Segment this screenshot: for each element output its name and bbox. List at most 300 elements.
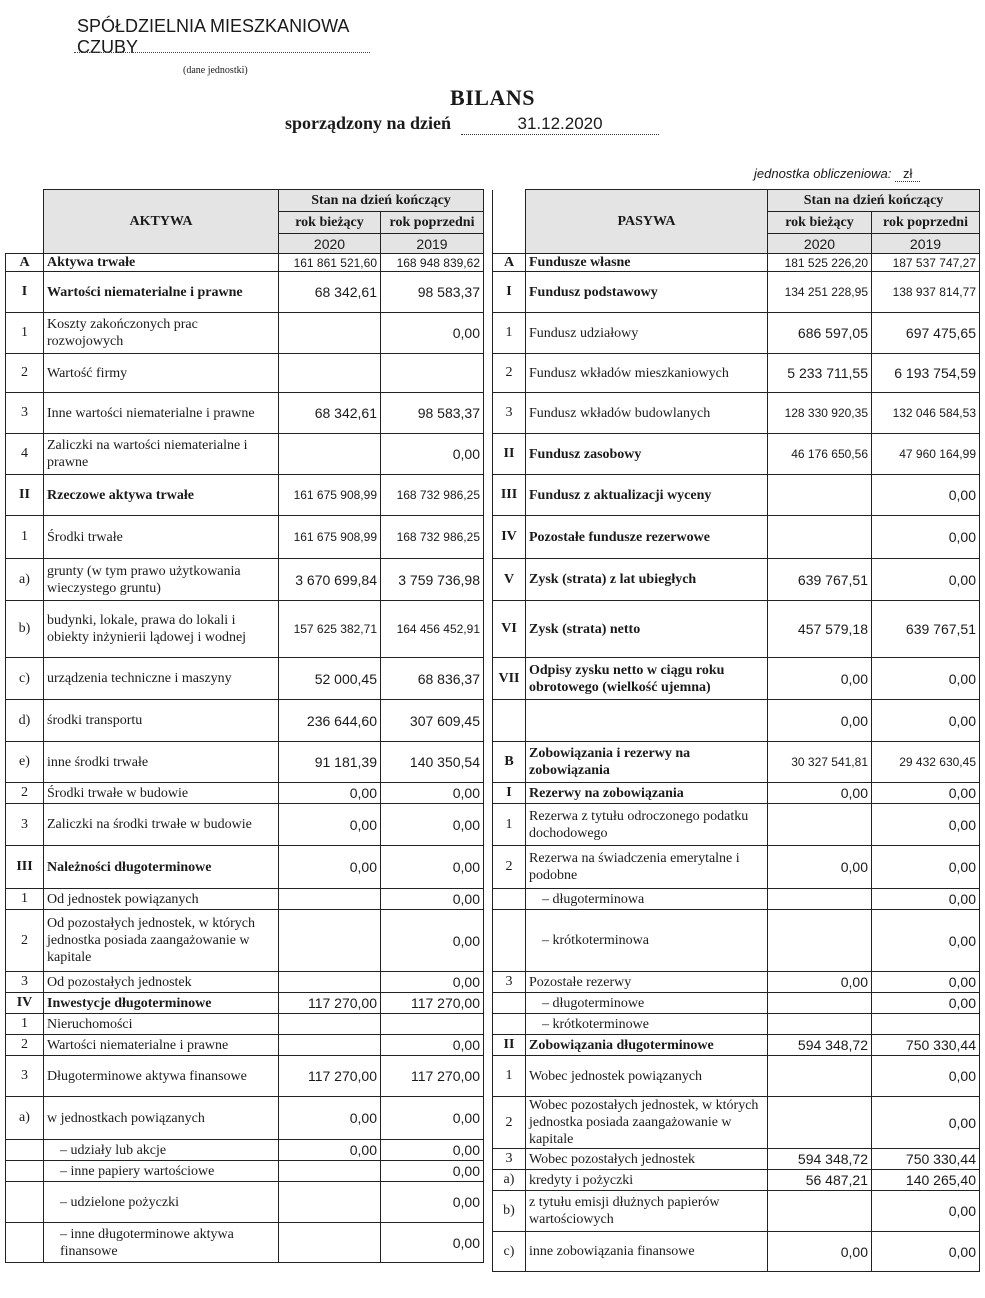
unit-line [754,166,920,181]
pasywa-row-previous-value: 47 960 164,99 [872,434,980,475]
aktywa-row-label: Środki trwałe w budowie [44,783,279,804]
aktywa-row-symbol: 2 [6,1035,44,1056]
pasywa-row-current-value: 686 597,05 [768,313,872,354]
aktywa-row [6,559,484,601]
pasywa-row-label: Fundusz wkładów budowlanych [526,393,768,434]
pasywa-row-previous-value: 0,00 [872,1232,980,1272]
pasywa-row-previous-value: 0,00 [872,700,980,742]
aktywa-row [6,393,484,434]
aktywa-row [6,783,484,804]
aktywa-row-previous-value: 168 732 986,25 [381,516,484,559]
pasywa-row [493,475,980,516]
pasywa-row-previous-value: 0,00 [872,1191,980,1232]
aktywa-row-previous-value: 168 948 839,62 [381,254,484,272]
date-line [285,113,659,135]
aktywa-row-symbol: 4 [6,434,44,475]
pasywa-row-previous-value: 0,00 [872,1056,980,1097]
pasywa-row-previous-value: 187 537 747,27 [872,254,980,272]
pasywa-row-previous-value: 132 046 584,53 [872,393,980,434]
aktywa-row-previous-value: 3 759 736,98 [381,559,484,601]
aktywa-row-label: Nieruchomości [44,1014,279,1035]
aktywa-row-previous-value: 98 583,37 [381,272,484,313]
aktywa-row-symbol: b) [6,601,44,658]
aktywa-row-previous-value: 0,00 [381,1035,484,1056]
aktywa-row [6,1182,484,1223]
pasywa-row-label: – krótkoterminowe [526,1014,768,1035]
unit-label: jednostka obliczeniowa: [754,166,892,181]
aktywa-row-current-value: 117 270,00 [279,1056,381,1097]
pasywa-row-current-value [768,993,872,1014]
pasywa-section-title: PASYWA [526,190,768,254]
pasywa-row-label: Zobowiązania długoterminowe [526,1035,768,1056]
pasywa-row-symbol: 3 [493,1149,526,1170]
pasywa-row [493,516,980,559]
aktywa-row-label: Aktywa trwałe [44,254,279,272]
aktywa-row-label: inne środki trwałe [44,742,279,783]
aktywa-row [6,354,484,393]
pasywa-row-current-value: 30 327 541,81 [768,742,872,783]
aktywa-row-label: Zaliczki na środki trwałe w budowie [44,804,279,846]
aktywa-row-current-value: 0,00 [279,783,381,804]
pasywa-row-previous-value [872,1014,980,1035]
aktywa-row [6,434,484,475]
aktywa-row-current-value [279,1223,381,1263]
pasywa-row-label [526,700,768,742]
aktywa-row-current-value: 3 670 699,84 [279,559,381,601]
pasywa-year-current: 2020 [768,234,872,254]
aktywa-row-symbol: a) [6,559,44,601]
aktywa-row [6,1140,484,1161]
pasywa-row-previous-value: 750 330,44 [872,1035,980,1056]
aktywa-row-label: Wartość firmy [44,354,279,393]
pasywa-row [493,1014,980,1035]
pasywa-row-symbol [493,700,526,742]
pasywa-row-label: Fundusz wkładów mieszkaniowych [526,354,768,393]
aktywa-row [6,601,484,658]
aktywa-row-label: Długoterminowe aktywa finansowe [44,1056,279,1097]
document-title: BILANS [450,85,535,110]
aktywa-row-current-value [279,354,381,393]
aktywa-row [6,254,484,272]
pasywa-row-label: – krótkoterminowa [526,910,768,972]
aktywa-row-current-value: 161 861 521,60 [279,254,381,272]
pasywa-row [493,742,980,783]
pasywa-row-label: Wobec jednostek powiązanych [526,1056,768,1097]
pasywa-row-previous-value: 639 767,51 [872,601,980,658]
pasywa-row [493,254,980,272]
pasywa-row [493,889,980,910]
pasywa-row [493,658,980,700]
organization-name-line2: CZUBY [77,37,139,57]
pasywa-row-label: – długoterminowa [526,889,768,910]
header-blank-cell [6,212,44,234]
aktywa-row-current-value: 236 644,60 [279,700,381,742]
aktywa-row [6,475,484,516]
aktywa-row-symbol: III [6,846,44,889]
pasywa-row-previous-value: 0,00 [872,993,980,1014]
pasywa-row-symbol: 1 [493,804,526,846]
aktywa-row-previous-value [381,1014,484,1035]
aktywa-row-label: Od pozostałych jednostek, w których jednostka posiada zaangażowanie w kapitale [44,910,279,972]
pasywa-row-symbol [493,889,526,910]
header-blank-cell [6,234,44,254]
aktywa-row [6,1014,484,1035]
pasywa-row-previous-value: 0,00 [872,1097,980,1149]
pasywa-row [493,846,980,889]
pasywa-row-current-value [768,910,872,972]
aktywa-row-label: Inne wartości niematerialne i prawne [44,393,279,434]
pasywa-table [492,189,980,1272]
aktywa-row-label: – udzielone pożyczki [44,1182,279,1223]
aktywa-row-previous-value: 117 270,00 [381,993,484,1014]
pasywa-row-previous-value: 750 330,44 [872,1149,980,1170]
aktywa-row-previous-value: 164 456 452,91 [381,601,484,658]
aktywa-row-symbol: II [6,475,44,516]
header-blank-cell [493,190,526,212]
pasywa-row-label: Rezerwa na świadczenia emerytalne i podobne [526,846,768,889]
pasywa-row-symbol: VII [493,658,526,700]
aktywa-col-previous: rok poprzedni [381,212,484,234]
pasywa-row-symbol: IV [493,516,526,559]
pasywa-row-previous-value: 29 432 630,45 [872,742,980,783]
pasywa-row-current-value [768,475,872,516]
aktywa-row-symbol: 2 [6,910,44,972]
aktywa-row [6,1035,484,1056]
pasywa-row-symbol: 2 [493,354,526,393]
aktywa-row-label: w jednostkach powiązanych [44,1097,279,1140]
pasywa-row-label: Pozostałe rezerwy [526,972,768,993]
pasywa-row [493,1170,980,1191]
pasywa-row [493,993,980,1014]
aktywa-row [6,1056,484,1097]
pasywa-row-current-value: 0,00 [768,658,872,700]
pasywa-row-current-value: 0,00 [768,972,872,993]
aktywa-row [6,272,484,313]
aktywa-col-current: rok bieżący [279,212,381,234]
pasywa-row-symbol: A [493,254,526,272]
aktywa-row-symbol: 1 [6,313,44,354]
aktywa-row-previous-value: 0,00 [381,804,484,846]
pasywa-row-symbol [493,1014,526,1035]
aktywa-row-current-value: 0,00 [279,804,381,846]
pasywa-row-label: inne zobowiązania finansowe [526,1232,768,1272]
pasywa-row [493,434,980,475]
pasywa-row-label: Wobec pozostałych jednostek [526,1149,768,1170]
pasywa-row-symbol: V [493,559,526,601]
pasywa-row-symbol: I [493,783,526,804]
pasywa-row-label: Rezerwa z tytułu odroczonego podatku dochodowego [526,804,768,846]
pasywa-row [493,1097,980,1149]
aktywa-row-symbol: d) [6,700,44,742]
aktywa-row [6,700,484,742]
pasywa-row-symbol: 3 [493,393,526,434]
pasywa-row-symbol: 2 [493,1097,526,1149]
aktywa-row-label: – inne długoterminowe aktywa finansowe [44,1223,279,1263]
pasywa-row-label: Fundusz zasobowy [526,434,768,475]
pasywa-row [493,601,980,658]
pasywa-row-current-value: 56 487,21 [768,1170,872,1191]
aktywa-row-label: Należności długoterminowe [44,846,279,889]
aktywa-row-previous-value: 0,00 [381,1140,484,1161]
aktywa-row-symbol: c) [6,658,44,700]
pasywa-row-previous-value: 0,00 [872,559,980,601]
aktywa-row-symbol: 2 [6,354,44,393]
pasywa-row-current-value [768,889,872,910]
pasywa-row-label: Fundusz udziałowy [526,313,768,354]
aktywa-row [6,658,484,700]
pasywa-row-previous-value: 0,00 [872,783,980,804]
aktywa-row-label: Rzeczowe aktywa trwałe [44,475,279,516]
pasywa-row-current-value: 0,00 [768,1232,872,1272]
pasywa-group-header: Stan na dzień kończący [768,190,980,212]
unit-value: zł [895,166,920,182]
pasywa-row-symbol: I [493,272,526,313]
aktywa-row-current-value: 0,00 [279,846,381,889]
aktywa-row-current-value: 68 342,61 [279,393,381,434]
aktywa-row-previous-value: 307 609,45 [381,700,484,742]
aktywa-row [6,804,484,846]
aktywa-row-previous-value: 98 583,37 [381,393,484,434]
aktywa-row-current-value [279,889,381,910]
aktywa-row [6,1161,484,1182]
pasywa-row-label: z tytułu emisji dłużnych papierów wartościowych [526,1191,768,1232]
pasywa-row-current-value: 134 251 228,95 [768,272,872,313]
pasywa-row [493,700,980,742]
aktywa-row-label: Wartości niematerialne i prawne [44,272,279,313]
aktywa-row-symbol: IV [6,993,44,1014]
pasywa-col-previous: rok poprzedni [872,212,980,234]
aktywa-row-symbol: 3 [6,1056,44,1097]
pasywa-row-symbol: a) [493,1170,526,1191]
aktywa-row-current-value: 52 000,45 [279,658,381,700]
aktywa-row-previous-value: 0,00 [381,1161,484,1182]
pasywa-row-current-value: 639 767,51 [768,559,872,601]
pasywa-row-previous-value: 0,00 [872,658,980,700]
pasywa-row [493,783,980,804]
aktywa-row-label: Zaliczki na wartości niematerialne i prawne [44,434,279,475]
aktywa-section-title: AKTYWA [44,190,279,254]
aktywa-row-previous-value: 0,00 [381,1223,484,1263]
pasywa-row-previous-value: 6 193 754,59 [872,354,980,393]
pasywa-row-label: kredyty i pożyczki [526,1170,768,1191]
aktywa-row-previous-value: 0,00 [381,846,484,889]
pasywa-row-label: Wobec pozostałych jednostek, w których jednostka posiada zaangażowanie w kapitale [526,1097,768,1149]
pasywa-row-current-value: 5 233 711,55 [768,354,872,393]
aktywa-row-symbol: I [6,272,44,313]
pasywa-row-current-value: 594 348,72 [768,1149,872,1170]
pasywa-row-current-value: 594 348,72 [768,1035,872,1056]
aktywa-row-previous-value: 140 350,54 [381,742,484,783]
pasywa-row [493,272,980,313]
pasywa-row-current-value [768,1097,872,1149]
aktywa-row-current-value: 117 270,00 [279,993,381,1014]
pasywa-row-label: Fundusze własne [526,254,768,272]
pasywa-row-label: Rezerwy na zobowiązania [526,783,768,804]
aktywa-row-previous-value: 0,00 [381,889,484,910]
aktywa-table [5,189,484,1263]
aktywa-row-previous-value: 117 270,00 [381,1056,484,1097]
date-label: sporządzony na dzień [285,113,452,133]
pasywa-row-symbol [493,910,526,972]
aktywa-row [6,889,484,910]
aktywa-row-previous-value: 0,00 [381,910,484,972]
aktywa-row-previous-value: 0,00 [381,972,484,993]
pasywa-row [493,1056,980,1097]
pasywa-row-previous-value: 0,00 [872,910,980,972]
date-value: 31.12.2020 [461,114,659,135]
aktywa-row-current-value: 161 675 908,99 [279,516,381,559]
pasywa-row-label: – długoterminowe [526,993,768,1014]
pasywa-row-current-value: 457 579,18 [768,601,872,658]
aktywa-row-current-value [279,972,381,993]
aktywa-row-label: Koszty zakończonych prac rozwojowych [44,313,279,354]
aktywa-row-current-value: 0,00 [279,1140,381,1161]
aktywa-row-label: Środki trwałe [44,516,279,559]
pasywa-row-label: Fundusz podstawowy [526,272,768,313]
header-blank-cell [6,190,44,212]
pasywa-row-current-value: 0,00 [768,700,872,742]
aktywa-row-label: Od jednostek powiązanych [44,889,279,910]
pasywa-row-current-value: 0,00 [768,846,872,889]
pasywa-row [493,1191,980,1232]
aktywa-row [6,313,484,354]
pasywa-row [493,910,980,972]
pasywa-row [493,972,980,993]
aktywa-row-current-value: 68 342,61 [279,272,381,313]
pasywa-row-symbol: 1 [493,1056,526,1097]
pasywa-row-previous-value: 0,00 [872,475,980,516]
aktywa-row-current-value: 161 675 908,99 [279,475,381,516]
aktywa-row-symbol: 1 [6,889,44,910]
aktywa-row-label: grunty (w tym prawo użytkowania wieczystego gruntu) [44,559,279,601]
aktywa-row-previous-value [381,354,484,393]
pasywa-row-label: Pozostałe fundusze rezerwowe [526,516,768,559]
pasywa-col-current: rok bieżący [768,212,872,234]
pasywa-row-previous-value: 0,00 [872,846,980,889]
aktywa-row-symbol: e) [6,742,44,783]
pasywa-row-current-value: 46 176 650,56 [768,434,872,475]
pasywa-row-current-value: 0,00 [768,783,872,804]
aktywa-row-current-value: 0,00 [279,1097,381,1140]
aktywa-row [6,846,484,889]
pasywa-row-label: Odpisy zysku netto w ciągu roku obrotowego (wielkość ujemna) [526,658,768,700]
pasywa-row-current-value [768,1056,872,1097]
pasywa-row-symbol [493,993,526,1014]
pasywa-row-previous-value: 697 475,65 [872,313,980,354]
pasywa-row [493,354,980,393]
pasywa-row-symbol: 3 [493,972,526,993]
aktywa-row-label: Wartości niematerialne i prawne [44,1035,279,1056]
pasywa-row-symbol: III [493,475,526,516]
pasywa-row-previous-value: 0,00 [872,889,980,910]
pasywa-row-symbol: 1 [493,313,526,354]
aktywa-row-previous-value: 0,00 [381,783,484,804]
pasywa-row [493,393,980,434]
aktywa-row-symbol [6,1140,44,1161]
aktywa-row-current-value [279,434,381,475]
pasywa-row-current-value: 128 330 920,35 [768,393,872,434]
aktywa-row [6,516,484,559]
pasywa-row-symbol: II [493,1035,526,1056]
pasywa-row-symbol: c) [493,1232,526,1272]
aktywa-row [6,742,484,783]
organization-dotted-line [74,52,370,53]
aktywa-row [6,972,484,993]
aktywa-row-current-value [279,313,381,354]
aktywa-row [6,993,484,1014]
aktywa-year-previous: 2019 [381,234,484,254]
pasywa-row-symbol: VI [493,601,526,658]
pasywa-row-current-value: 181 525 226,20 [768,254,872,272]
aktywa-row-previous-value: 168 732 986,25 [381,475,484,516]
pasywa-row-current-value [768,516,872,559]
aktywa-row-symbol [6,1182,44,1223]
aktywa-row-previous-value: 0,00 [381,1182,484,1223]
aktywa-row-symbol: 2 [6,783,44,804]
aktywa-row-symbol: 3 [6,804,44,846]
pasywa-row-label: Zysk (strata) z lat ubiegłych [526,559,768,601]
aktywa-row [6,1097,484,1140]
pasywa-row-symbol: b) [493,1191,526,1232]
aktywa-row-label: środki transportu [44,700,279,742]
aktywa-row-previous-value: 0,00 [381,1097,484,1140]
aktywa-group-header: Stan na dzień kończący [279,190,484,212]
header-blank-cell [493,234,526,254]
pasywa-row-current-value [768,1191,872,1232]
aktywa-row-symbol: 1 [6,516,44,559]
pasywa-row-previous-value: 0,00 [872,972,980,993]
aktywa-row-previous-value: 0,00 [381,313,484,354]
aktywa-row-symbol: 1 [6,1014,44,1035]
aktywa-row [6,1223,484,1263]
pasywa-row-previous-value: 140 265,40 [872,1170,980,1191]
pasywa-row-symbol: II [493,434,526,475]
aktywa-row-current-value: 91 181,39 [279,742,381,783]
pasywa-row-symbol: B [493,742,526,783]
header-blank-cell [493,212,526,234]
pasywa-row-previous-value: 0,00 [872,516,980,559]
pasywa-row-label: Fundusz z aktualizacji wyceny [526,475,768,516]
aktywa-row-current-value [279,1161,381,1182]
aktywa-row-label: Inwestycje długoterminowe [44,993,279,1014]
pasywa-row-previous-value: 0,00 [872,804,980,846]
pasywa-row [493,559,980,601]
pasywa-row [493,1035,980,1056]
aktywa-row [6,910,484,972]
aktywa-row-symbol: 3 [6,972,44,993]
pasywa-row-label: Zobowiązania i rezerwy na zobowiązania [526,742,768,783]
aktywa-row-symbol: a) [6,1097,44,1140]
pasywa-year-previous: 2019 [872,234,980,254]
pasywa-row-previous-value: 138 937 814,77 [872,272,980,313]
aktywa-row-current-value [279,1014,381,1035]
aktywa-row-previous-value: 0,00 [381,434,484,475]
pasywa-row [493,1149,980,1170]
aktywa-row-symbol [6,1223,44,1263]
aktywa-row-label: – udziały lub akcje [44,1140,279,1161]
pasywa-row-current-value [768,804,872,846]
aktywa-row-symbol: A [6,254,44,272]
pasywa-row-label: Zysk (strata) netto [526,601,768,658]
organization-caption: (dane jednostki) [183,65,248,76]
aktywa-row-symbol: 3 [6,393,44,434]
pasywa-row-current-value [768,1014,872,1035]
aktywa-row-current-value: 157 625 382,71 [279,601,381,658]
pasywa-row [493,1232,980,1272]
pasywa-row [493,313,980,354]
aktywa-row-label: – inne papiery wartościowe [44,1161,279,1182]
pasywa-row [493,804,980,846]
